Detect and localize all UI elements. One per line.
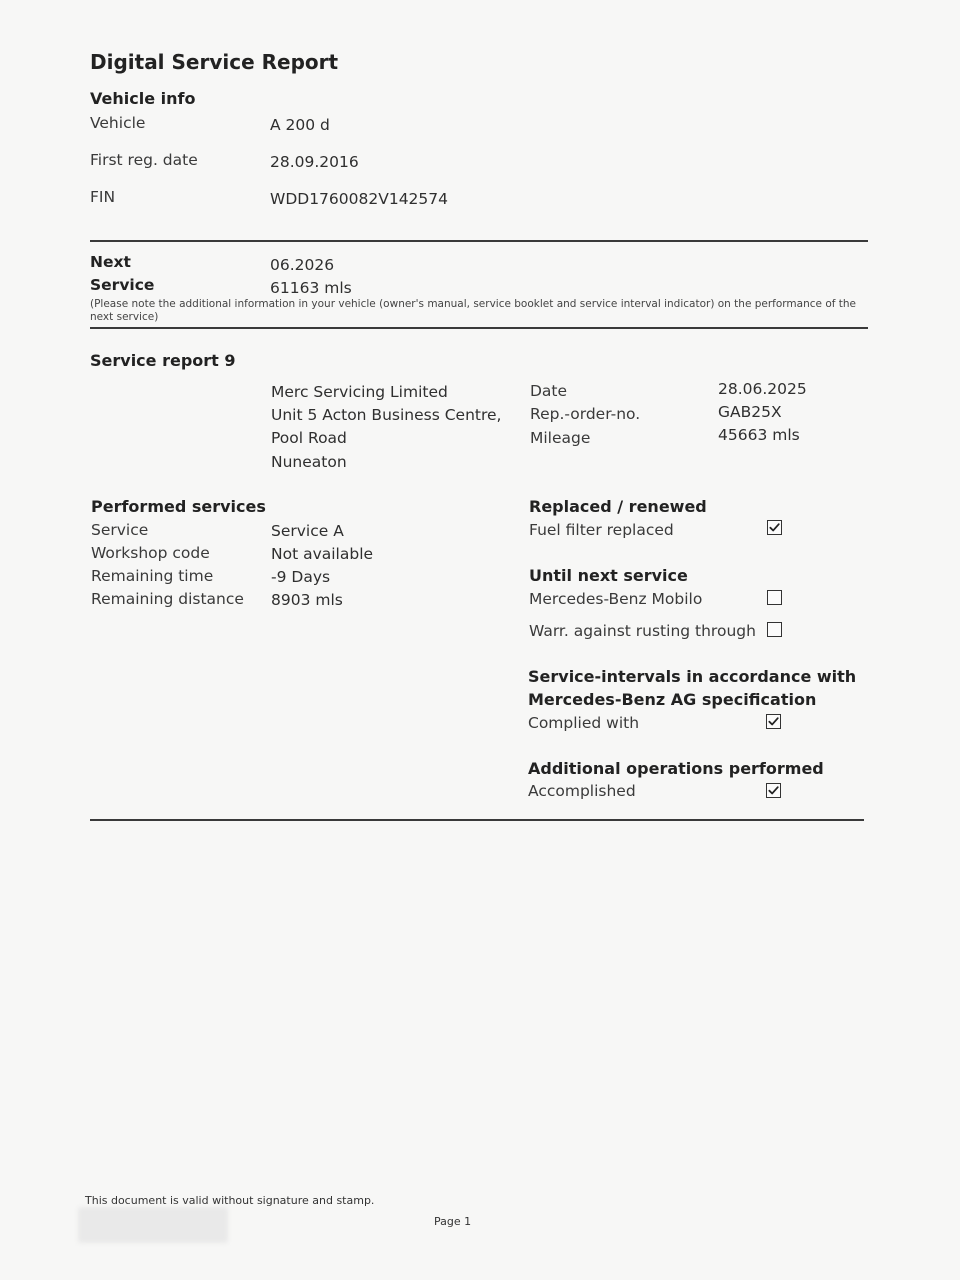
fin-value: WDD1760082V142574: [270, 190, 449, 208]
address-line-2: Unit 5 Acton Business Centre,: [271, 406, 502, 424]
service-value: Service A: [271, 522, 344, 540]
workshop-code-label: Workshop code: [91, 544, 210, 562]
next-service-date: 06.2026: [270, 256, 335, 274]
address-line-4: Nuneaton: [271, 453, 347, 471]
accomplished-label: Accomplished: [528, 782, 636, 800]
remaining-time-value: -9 Days: [271, 568, 331, 586]
fuel-filter-label: Fuel filter replaced: [529, 521, 674, 539]
additional-ops-heading: Additional operations performed: [528, 759, 824, 778]
first-reg-value: 28.09.2016: [270, 153, 359, 171]
divider-next-service: [90, 327, 868, 329]
service-label: Service: [91, 521, 149, 539]
next-service-mileage: 61163 mls: [270, 279, 352, 297]
address-line-1: Merc Servicing Limited: [271, 383, 448, 401]
page-title: Digital Service Report: [90, 50, 339, 74]
replaced-heading: Replaced / renewed: [529, 497, 707, 516]
performed-services-heading: Performed services: [91, 497, 266, 516]
remaining-distance-value: 8903 mls: [271, 591, 343, 609]
remaining-time-label: Remaining time: [91, 567, 214, 585]
validity-note: This document is valid without signature and stamp.: [85, 1194, 375, 1207]
report-date-value: 28.06.2025: [718, 380, 807, 398]
complied-checkbox[interactable]: [766, 714, 781, 729]
rust-warranty-checkbox[interactable]: [767, 622, 782, 637]
vehicle-value: A 200 d: [270, 116, 330, 134]
divider-bottom: [90, 819, 864, 821]
intervals-heading-line1: Service-intervals in accordance with: [528, 667, 857, 686]
checkmark-icon: [767, 715, 780, 728]
next-service-note: (Please note the additional information in your vehicle (owner's manual, service booklet and service interval indicator) on the performance of the next service): [90, 298, 857, 323]
rust-warranty-label: Warr. against rusting through: [529, 622, 756, 640]
report-date-label: Date: [530, 382, 568, 400]
accomplished-checkbox[interactable]: [766, 783, 781, 798]
fin-label: FIN: [90, 188, 116, 206]
report-mileage-value: 45663 mls: [718, 426, 800, 444]
vehicle-info-heading: Vehicle info: [90, 89, 196, 108]
first-reg-label: First reg. date: [90, 151, 198, 169]
intervals-heading-line2: Mercedes-Benz AG specification: [528, 690, 817, 709]
complied-label: Complied with: [528, 714, 640, 732]
remaining-distance-label: Remaining distance: [91, 590, 244, 608]
checkmark-icon: [767, 784, 780, 797]
fuel-filter-checkbox[interactable]: [767, 520, 782, 535]
rep-order-value: GAB25X: [718, 403, 782, 421]
rep-order-label: Rep.-order-no.: [530, 405, 641, 423]
address-line-3: Pool Road: [271, 429, 347, 447]
vehicle-label: Vehicle: [90, 114, 146, 132]
until-next-service-heading: Until next service: [529, 566, 688, 585]
checkmark-icon: [768, 521, 781, 534]
divider-top: [90, 240, 868, 242]
next-service-label-line1: Next: [90, 253, 131, 271]
service-report-heading: Service report 9: [90, 351, 236, 370]
workshop-code-value: Not available: [271, 545, 374, 563]
mobilo-checkbox[interactable]: [767, 590, 782, 605]
next-service-label-line2: Service: [90, 276, 155, 294]
report-mileage-label: Mileage: [530, 429, 591, 447]
mobilo-label: Mercedes-Benz Mobilo: [529, 590, 703, 608]
page-number: Page 1: [434, 1215, 472, 1228]
redacted-area: [78, 1207, 228, 1243]
